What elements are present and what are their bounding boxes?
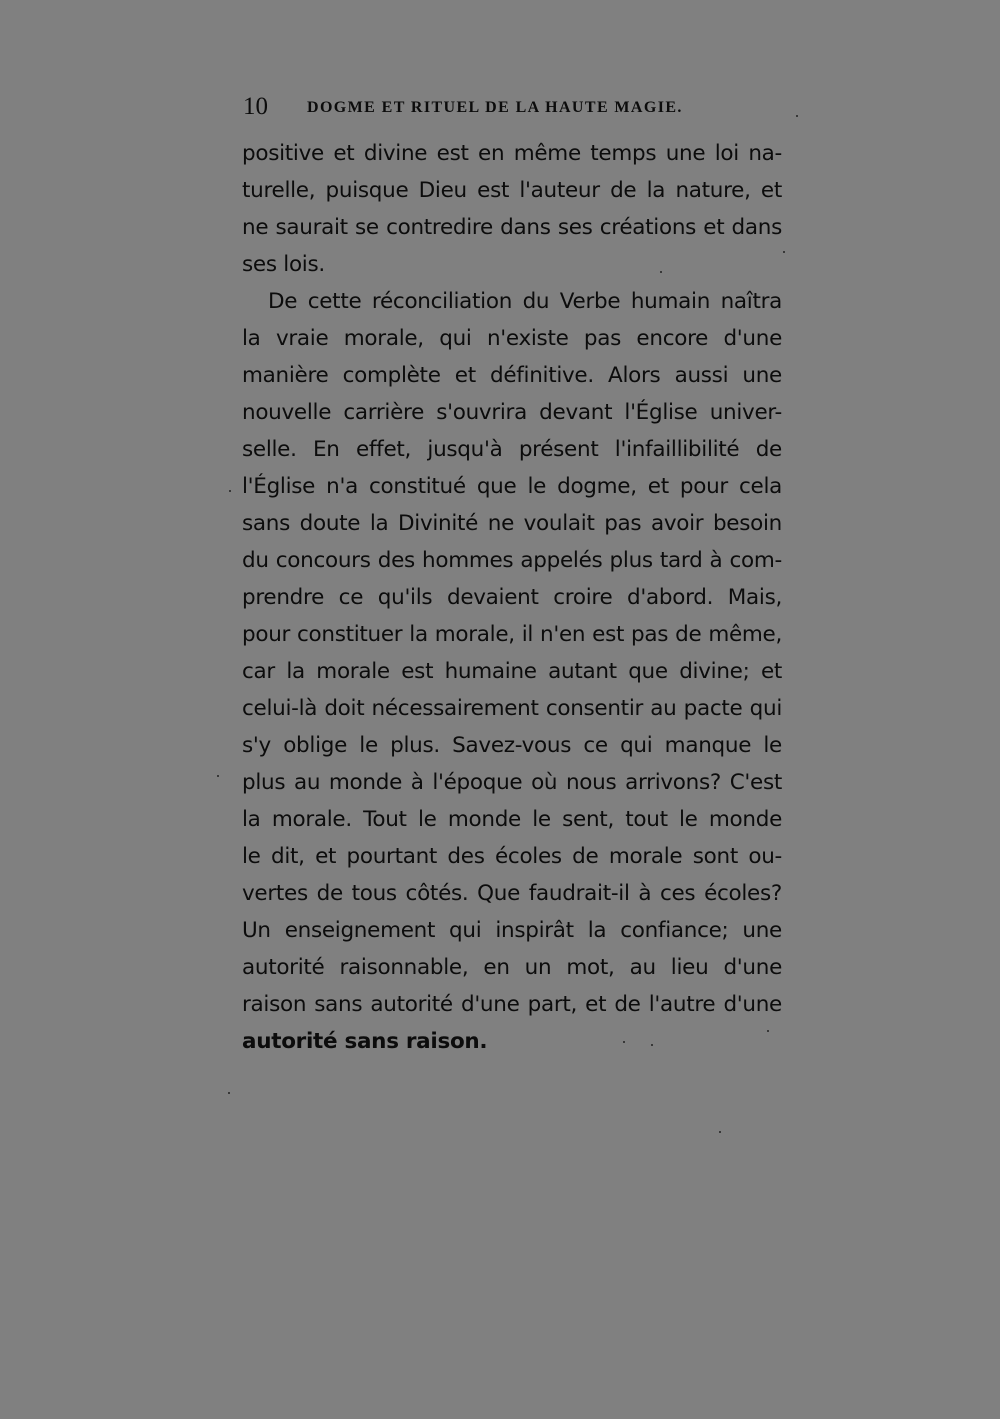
text-line: sans doute la Divinité ne voulait pas avoir besoin — [242, 511, 782, 536]
text-line: autorité sans raison. — [242, 1029, 488, 1054]
scan-speck — [796, 115, 798, 117]
text-line: Un enseignement qui inspirât la confiance; une — [242, 918, 782, 943]
running-head-title: DOGME ET RITUEL DE LA HAUTE MAGIE. — [307, 99, 683, 116]
scan-speck — [660, 271, 662, 273]
text-line: autorité raisonnable, en un mot, au lieu d'une — [242, 955, 782, 980]
text-line: la morale. Tout le monde le sent, tout le monde — [242, 807, 782, 832]
text-line: manière complète et définitive. Alors aussi une — [242, 363, 782, 388]
text-line: du concours des hommes appelés plus tard à com- — [242, 548, 782, 573]
text-line: la vraie morale, qui n'existe pas encore d'une — [242, 326, 782, 351]
text-line: le dit, et pourtant des écoles de morale sont ou- — [242, 844, 782, 869]
text-line: vertes de tous côtés. Que faudrait-il à ces écoles? — [242, 881, 782, 906]
text-line: turelle, puisque Dieu est l'auteur de la nature, et — [242, 178, 782, 203]
text-line: positive et divine est en même temps une loi na- — [242, 141, 782, 166]
text-line: celui-là doit nécessairement consentir au pacte qui — [242, 696, 782, 721]
text-line: De cette réconciliation du Verbe humain naîtra — [268, 289, 782, 314]
body-text — [242, 135, 782, 1060]
text-line: nouvelle carrière s'ouvrira devant l'Église univer- — [242, 400, 782, 425]
scan-speck — [719, 1131, 721, 1133]
text-line: selle. En effet, jusqu'à présent l'infaillibilité de — [242, 437, 782, 462]
text-line: l'Église n'a constitué que le dogme, et pour cela — [242, 474, 782, 499]
running-head — [243, 92, 783, 122]
text-line: ses lois. — [242, 252, 325, 277]
text-line: prendre ce qu'ils devaient croire d'abord. Mais, — [242, 585, 782, 610]
text-line: s'y oblige le plus. Savez-vous ce qui manque le — [242, 733, 782, 758]
scan-speck — [623, 1041, 625, 1043]
scan-speck — [767, 1030, 769, 1032]
scan-speck — [217, 775, 219, 777]
text-line: plus au monde à l'époque où nous arrivons? C'est — [242, 770, 782, 795]
text-line: pour constituer la morale, il n'en est pas de même, — [242, 622, 782, 647]
scan-speck — [651, 1044, 653, 1046]
scan-speck — [228, 1092, 230, 1094]
text-line: car la morale est humaine autant que divine; et — [242, 659, 782, 684]
scan-speck — [783, 251, 785, 253]
page-number: 10 — [243, 93, 268, 120]
text-line: raison sans autorité d'une part, et de l'autre d'une — [242, 992, 782, 1017]
text-line: ne saurait se contredire dans ses créations et dans — [242, 215, 782, 240]
scan-speck — [229, 490, 231, 492]
